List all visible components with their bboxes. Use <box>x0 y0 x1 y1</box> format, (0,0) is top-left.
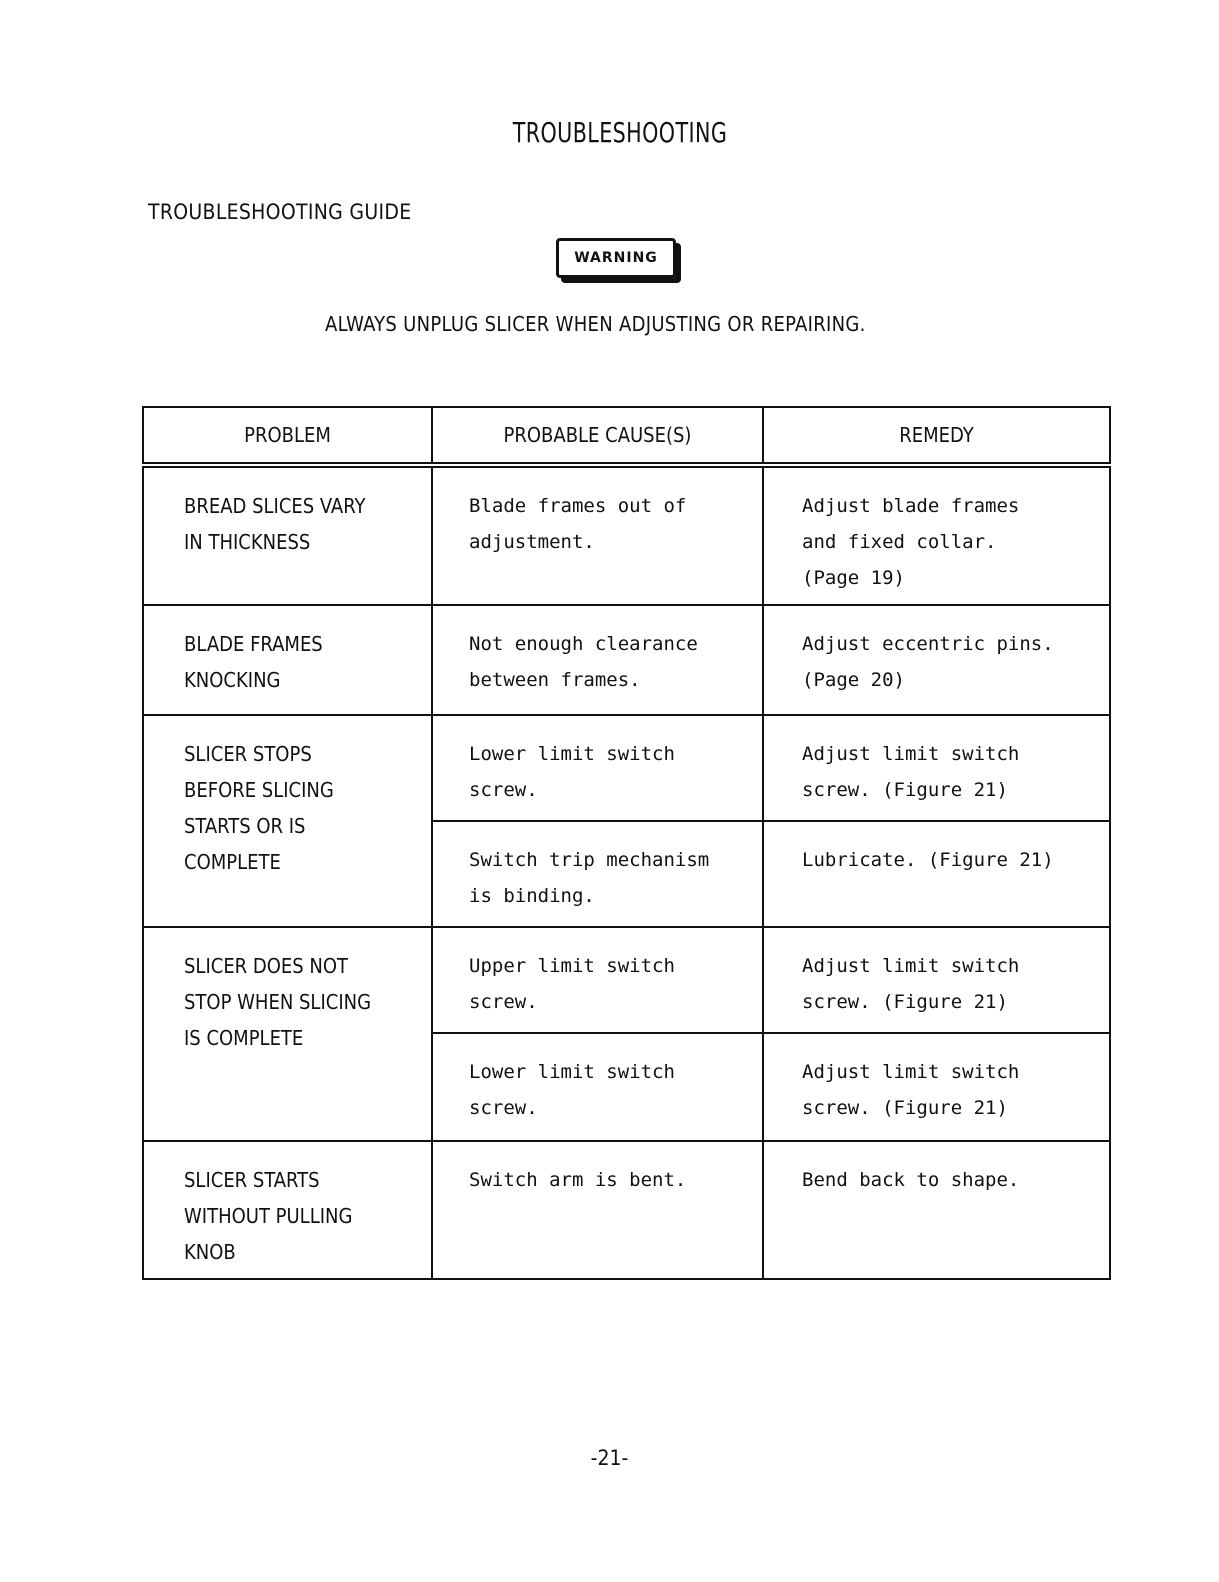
cause-text: Blade frames out of adjustment. <box>469 495 687 553</box>
cause-text: Lower limit switch screw. <box>469 1061 675 1119</box>
remedy-cell <box>763 927 1110 1033</box>
remedy-text: Adjust limit switch screw. (Figure 21) <box>802 743 1020 801</box>
cause-text: Upper limit switch screw. <box>469 955 675 1013</box>
troubleshooting-table <box>142 406 1111 1280</box>
problem-cell <box>143 927 432 1141</box>
cause-text: Switch trip mechanism is binding. <box>469 849 710 907</box>
problem-text: BLADE FRAMES KNOCKING <box>184 632 323 692</box>
problem-text: SLICER DOES NOT STOP WHEN SLICING IS COMPLETE <box>184 954 372 1050</box>
remedy-cell <box>763 465 1110 605</box>
problem-text: SLICER STOPS BEFORE SLICING STARTS OR IS COMPLETE <box>184 742 334 874</box>
column-header-problem: PROBLEM <box>143 407 432 465</box>
cause-cell <box>432 1141 763 1279</box>
warning-badge: WARNING <box>556 238 676 278</box>
warning-text: ALWAYS UNPLUG SLICER WHEN ADJUSTING OR REPAIRING. <box>325 312 866 336</box>
table-row <box>143 1141 1110 1279</box>
remedy-cell <box>763 715 1110 821</box>
remedy-text: Adjust limit switch screw. (Figure 21) <box>802 955 1020 1013</box>
table-header-row <box>143 407 1110 465</box>
cause-cell <box>432 821 763 927</box>
remedy-cell <box>763 1141 1110 1279</box>
remedy-text: Bend back to shape. <box>802 1169 1020 1191</box>
problem-cell <box>143 715 432 927</box>
remedy-cell <box>763 821 1110 927</box>
cause-text: Switch arm is bent. <box>469 1169 687 1191</box>
table-row <box>143 465 1110 605</box>
remedy-text: Lubricate. (Figure 21) <box>802 849 1054 871</box>
cause-cell <box>432 927 763 1033</box>
remedy-text: Adjust blade frames and fixed collar. (Page 19) <box>802 495 1020 589</box>
page-title: TROUBLESHOOTING <box>512 116 728 149</box>
section-heading: TROUBLESHOOTING GUIDE <box>148 200 412 224</box>
cause-cell <box>432 605 763 715</box>
table-row <box>143 927 1110 1033</box>
table-row <box>143 605 1110 715</box>
problem-text: BREAD SLICES VARY IN THICKNESS <box>184 494 366 554</box>
problem-cell <box>143 1141 432 1279</box>
column-header-remedy: REMEDY <box>763 407 1110 465</box>
cause-text: Not enough clearance between frames. <box>469 633 698 691</box>
cause-text: Lower limit switch screw. <box>469 743 675 801</box>
table-row <box>143 715 1110 821</box>
cause-cell <box>432 1033 763 1141</box>
remedy-text: Adjust eccentric pins. (Page 20) <box>802 633 1054 691</box>
problem-cell <box>143 465 432 605</box>
cause-cell <box>432 715 763 821</box>
column-header-cause: PROBABLE CAUSE(S) <box>432 407 763 465</box>
problem-text: SLICER STARTS WITHOUT PULLING KNOB <box>184 1168 353 1264</box>
problem-cell <box>143 605 432 715</box>
cause-cell <box>432 465 763 605</box>
remedy-cell <box>763 1033 1110 1141</box>
remedy-text: Adjust limit switch screw. (Figure 21) <box>802 1061 1020 1119</box>
page-number: -21- <box>590 1446 629 1470</box>
remedy-cell <box>763 605 1110 715</box>
